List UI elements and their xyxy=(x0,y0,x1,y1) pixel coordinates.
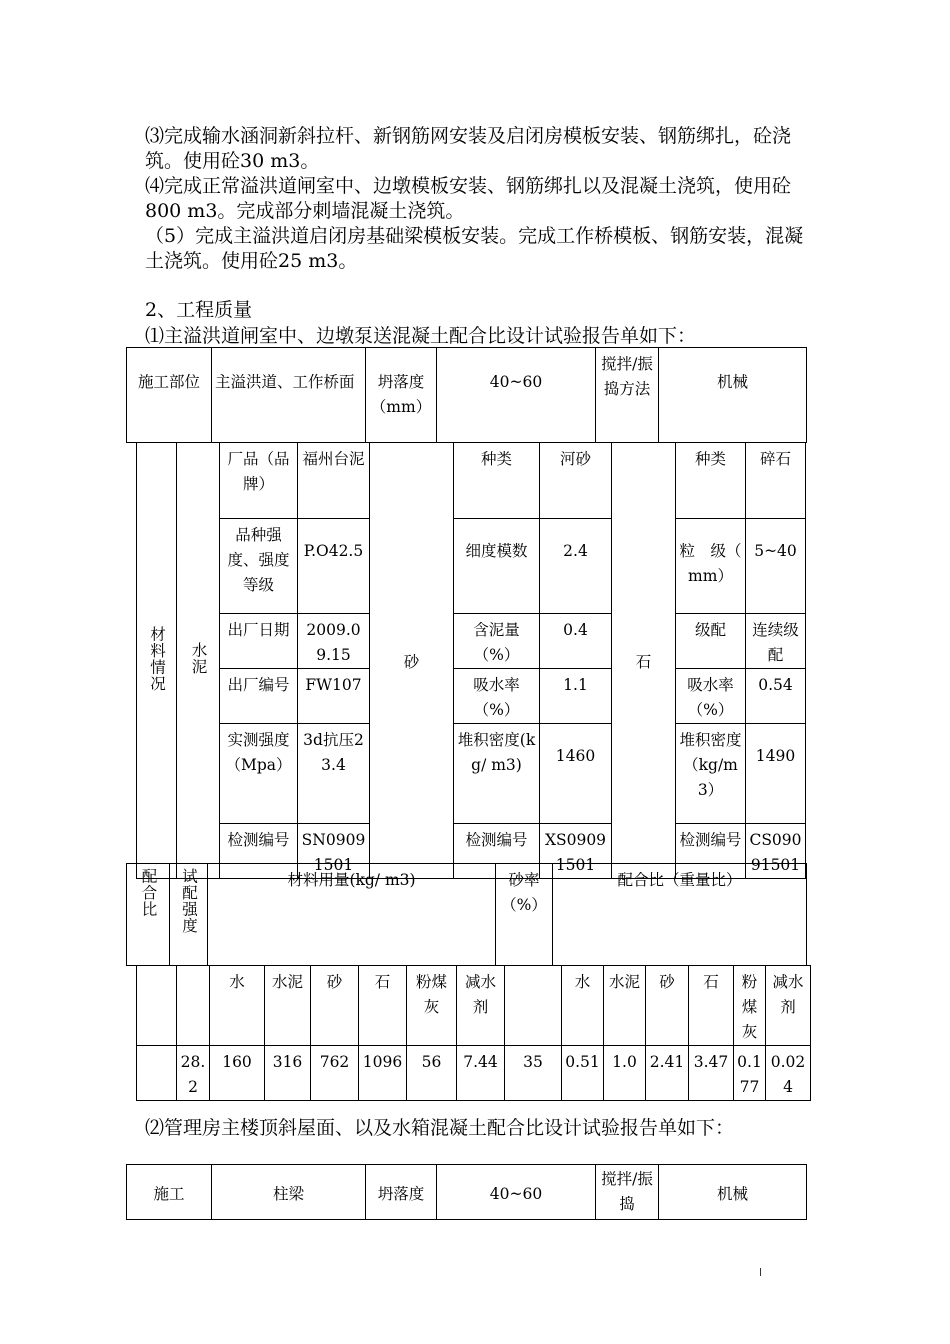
usage-cell: 1096 xyxy=(359,1046,407,1101)
cement-value: 福州台泥 xyxy=(298,443,370,519)
sub-header-cell: 粉煤灰 xyxy=(734,966,766,1046)
sub-header-cell: 水泥 xyxy=(604,966,646,1046)
cement-value: SN09091501 xyxy=(298,824,370,879)
sub-header-cell: 水 xyxy=(562,966,604,1046)
stone-key: 种类 xyxy=(676,443,746,519)
stone-value: 碎石 xyxy=(746,443,806,519)
page-mark xyxy=(760,1268,761,1276)
ratio-cell: 0.024 xyxy=(766,1046,811,1101)
mix-method-label: 搅拌/振捣方法 xyxy=(596,348,659,443)
sand-key: 细度模数 xyxy=(454,519,540,614)
usage-cell: 762 xyxy=(311,1046,359,1101)
sand-rate-value: 35 xyxy=(505,1046,562,1101)
cement-value: FW107 xyxy=(298,669,370,724)
cement-key: 出厂日期 xyxy=(220,614,298,669)
stone-value: CS09091501 xyxy=(746,824,806,879)
site-value: 柱梁 xyxy=(212,1165,366,1220)
site-value: 主溢洪道、工作桥面 xyxy=(212,348,366,443)
blank-cell xyxy=(505,966,562,1046)
sand-key: 吸水率（%） xyxy=(454,669,540,724)
sub-header-cell: 石 xyxy=(359,966,407,1046)
cement-key: 检测编号 xyxy=(220,824,298,879)
material-usage-label: 材料用量(kg/ m3) xyxy=(208,864,496,966)
mix-method-label: 搅拌/振捣 xyxy=(596,1165,659,1220)
sub-header-cell: 石 xyxy=(689,966,734,1046)
table2-intro: ⑵管理房主楼顶斜屋面、以及水箱混凝土配合比设计试验报告单如下： xyxy=(145,1117,735,1139)
cement-label: 水泥 xyxy=(177,443,220,879)
sand-rate-label: 砂率（%） xyxy=(496,864,553,966)
ratio-cell: 1.0 xyxy=(604,1046,646,1101)
stone-value: 5~40 xyxy=(746,519,806,614)
table1-mix-header xyxy=(126,863,807,966)
cement-value: 2009.09.15 xyxy=(298,614,370,669)
sand-key: 检测编号 xyxy=(454,824,540,879)
cement-value: 3d抗压23.4 xyxy=(298,724,370,824)
sub-header-cell: 水泥 xyxy=(265,966,311,1046)
stone-key: 吸水率（%） xyxy=(676,669,746,724)
sand-value: 河砂 xyxy=(540,443,612,519)
mix-method-value: 机械 xyxy=(659,348,807,443)
trial-strength-label: 试配强度 xyxy=(170,864,208,966)
stone-value: 0.54 xyxy=(746,669,806,724)
stone-key: 堆积密度（kg/m3） xyxy=(676,724,746,824)
sub-header-cell: 水 xyxy=(210,966,265,1046)
sand-value: XS09091501 xyxy=(540,824,612,879)
sand-key: 种类 xyxy=(454,443,540,519)
sand-value: 1460 xyxy=(540,724,612,824)
paragraph-item-5: （5）完成主溢洪道启闭房基础梁模板安装。完成工作桥模板、钢筋安装，混凝土浇筑。使用砼25 m3。 xyxy=(145,225,804,272)
usage-cell: 7.44 xyxy=(457,1046,505,1101)
site-label: 施工部位 xyxy=(127,348,212,443)
sand-key: 含泥量（%） xyxy=(454,614,540,669)
ratio-cell: 0.51 xyxy=(562,1046,604,1101)
table1-header xyxy=(126,347,807,443)
table1-mix-data xyxy=(136,965,811,1101)
slump-value: 40~60 xyxy=(437,1165,596,1220)
slump-value: 40~60 xyxy=(437,348,596,443)
stone-value: 1490 xyxy=(746,724,806,824)
paragraph-item-4: ⑷完成正常溢洪道闸室中、边墩模板安装、钢筋绑扎以及混凝土浇筑，使用砼800 m3。完成部分刺墙混凝土浇筑。 xyxy=(145,175,792,222)
mix-ratio-label: 配合比 xyxy=(127,864,170,966)
usage-cell: 160 xyxy=(210,1046,265,1101)
sand-value: 0.4 xyxy=(540,614,612,669)
usage-cell: 316 xyxy=(265,1046,311,1101)
weight-ratio-label: 配合比（重量比） xyxy=(553,864,807,966)
ratio-cell: 3.47 xyxy=(689,1046,734,1101)
blank-cell xyxy=(137,1046,177,1101)
trial-strength-value: 28.2 xyxy=(177,1046,210,1101)
table1-intro: ⑴主溢洪道闸室中、边墩泵送混凝土配合比设计试验报告单如下： xyxy=(145,325,697,347)
stone-value: 连续级配 xyxy=(746,614,806,669)
table1-materials xyxy=(136,442,806,879)
blank-cell xyxy=(177,966,210,1046)
ratio-cell: 2.41 xyxy=(646,1046,689,1101)
stone-label: 石 xyxy=(612,443,676,879)
sub-header-cell: 减水剂 xyxy=(457,966,505,1046)
sand-value: 1.1 xyxy=(540,669,612,724)
cement-value: P.O42.5 xyxy=(298,519,370,614)
slump-label: 坍落度（mm） xyxy=(366,348,437,443)
cement-key: 品种强度、强度等级 xyxy=(220,519,298,614)
table2-header xyxy=(126,1164,807,1220)
usage-cell: 56 xyxy=(407,1046,457,1101)
sub-header-cell: 砂 xyxy=(311,966,359,1046)
sub-header-cell: 减水剂 xyxy=(766,966,811,1046)
cement-key: 出厂编号 xyxy=(220,669,298,724)
sand-value: 2.4 xyxy=(540,519,612,614)
sub-header-cell: 砂 xyxy=(646,966,689,1046)
ratio-cell: 0.177 xyxy=(734,1046,766,1101)
stone-key: 粒 级（ mm） xyxy=(676,519,746,614)
stone-key: 检测编号 xyxy=(676,824,746,879)
section-title: 2、工程质量 xyxy=(145,299,253,321)
mix-method-value: 机械 xyxy=(659,1165,807,1220)
blank-cell xyxy=(137,966,177,1046)
cement-key: 厂品（品牌） xyxy=(220,443,298,519)
materials-group-label: 材料情况 xyxy=(137,443,177,879)
paragraph-item-3: ⑶完成输水涵洞新斜拉杆、新钢筋网安装及启闭房模板安装、钢筋绑扎，砼浇筑。使用砼30 m3。 xyxy=(145,125,792,172)
cement-key: 实测强度（Mpa） xyxy=(220,724,298,824)
sand-key: 堆积密度(kg/ m3) xyxy=(454,724,540,824)
sand-label: 砂 xyxy=(370,443,454,879)
stone-key: 级配 xyxy=(676,614,746,669)
site-label: 施工 xyxy=(127,1165,212,1220)
sub-header-cell: 粉煤灰 xyxy=(407,966,457,1046)
slump-label: 坍落度 xyxy=(366,1165,437,1220)
